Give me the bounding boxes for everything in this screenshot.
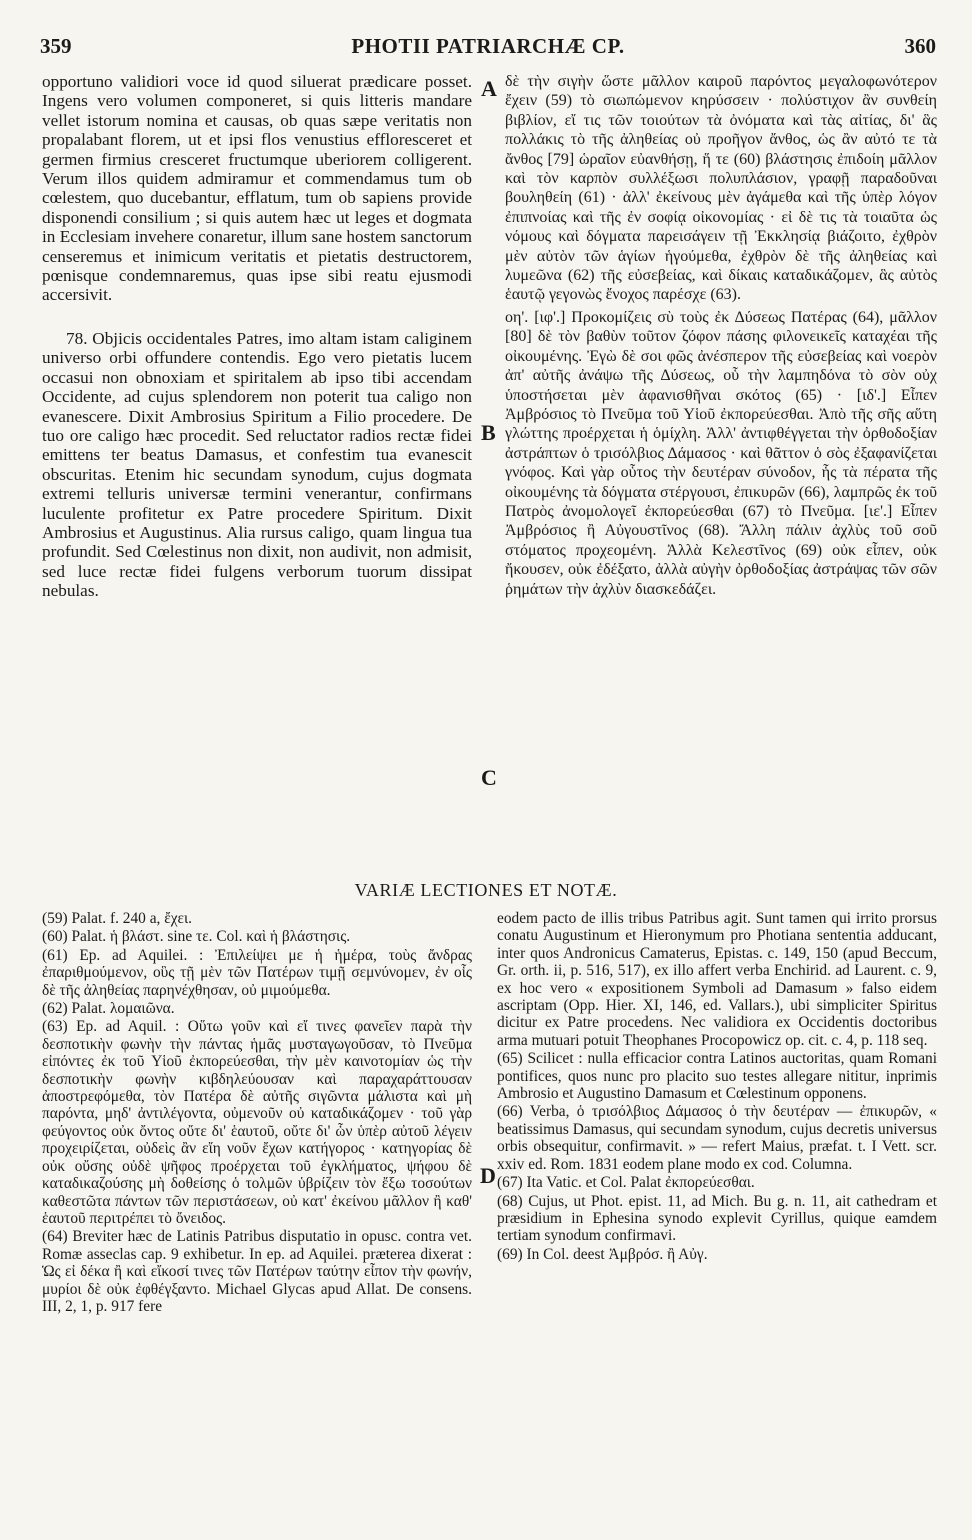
note-item: (64) Breviter hæc de Latinis Patribus disputatio in opusc. contra vet. Romæ asseclas cap. 9 exhibetur. In ep. ad Aquilei. præterea dixerat : Ὡς εἰ δέκα ἢ καὶ εἴκοσί τινες τῶν Πατέρων ταύτην εἶπον τὴν φωνήν, μυρίοι δὲ οὐκ ἐφθέγξαντο. Michael Glycas apud Allat. De consens. III, 2, 1, p. 917 fere	[42, 1228, 472, 1315]
note-item: (59) Palat. f. 240 a, ἔχει.	[42, 910, 192, 927]
margin-marker-c: C	[481, 765, 497, 790]
note-item: eodem pacto de illis tribus Patribus agit. Sunt tamen qui irrito prorsus conatu Augustinum et Hieronymum pro Photiana sententia adducant, inter quos Andronicus Camaterus, Epistas. c. 149, 150 (apud Beccum, Gr. orth. ii, p. 516, 517), ex illo affert verba Enchirid. ad Laurent. c. 9, ex hoc vero « expositionem Symboli ad Damasum » falso eidem ascriptam (Opp. Hier. XI, 146, ed. Vallars.), ubi simpliciter Spiritus dicitur ex Patre procedens. Nec validiora ex Occidentis doctoribus arma mutuari potuit Theophanes Procopowicz op. cit. c. 4, p. 118 seq.	[497, 910, 937, 1049]
note-item: (60) Palat. ἡ βλάστ. sine τε. Col. καὶ ἡ βλάστησις.	[42, 928, 351, 946]
note-item: (62) Palat. λομαιῶνα.	[42, 1000, 175, 1018]
margin-marker-b: B	[481, 420, 496, 445]
note-item: (65) Scilicet : nulla efficacior contra Latinos auctoritas, quam Romani pontifices, quos nunc pro placito suo testes allegare nititur, inprimis Ambrosio et Augustino Damasum et Cœlestinum opponens.	[497, 1050, 937, 1103]
note-item: (66) Verba, ὁ τρισόλβιος Δάμασος ὁ τὴν δευτέραν — ἐπικυρῶν, « beatissimus Damasus, qui secundam synodum, cujus decretis universus orbis obsequitur, confirmavit. » — refert Maius, præfat. t. I Vett. scr. xxiv ed. Rom. 1831 eodem plane modo ex cod. Columna.	[497, 1103, 937, 1173]
latin-translation-column	[42, 72, 472, 601]
note-item: (68) Cujus, ut Phot. epist. 11, ad Mich. Bu g. n. 11, ait cathedram et præsidium in Ephesina synodo explevit Cyrillus, quique eamdem tertiam synodum confirmavi.	[497, 1192, 937, 1245]
note-item: (69) In Col. deest Ἀμβρόσ. ἢ Αὐγ.	[497, 1245, 708, 1263]
margin-marker-a: A	[481, 76, 497, 101]
greek-text-column	[505, 72, 937, 599]
running-title: PHOTII PATRIARCHÆ CP.	[351, 34, 625, 58]
notes-left-column	[42, 910, 472, 1316]
latin-paragraph: 78. Objicis occidentales Patres, imo altam istam caliginem universo orbi offundere contendis. Ego vero pietatis lucem occasui non obnoxiam et spiritalem ab ipso tibi accendam Occidente, ad cujus splendorem non poterit tua caligo non evanescere. Dixit Ambrosius Spiritum a Filio procedere. De tuo ore caligo hæc procedit. Sed reluctator radios rectæ fidei emittens ter beatus Damasus, et confestim tua evanescit obscuritas. Etenim hic secundam synodum, cujus dogmata extremi telluris universæ termini venerantur, confirmans luculente profitetur ex Patre procedere Spiritum. Dixit Ambrosius et Augustinus. Alia rursus caligo, quam lingua tua profundit. Sed Cœlestinus non dixit, non audivit, non admisit, sed luce rectæ fidei fulgens verborum tuorum dissipat nebulas.	[42, 328, 472, 601]
greek-paragraph: δὲ τὴν σιγὴν ὥστε μᾶλλον καιροῦ παρόντος μεγαλοφωνότερον ἔχειν (59) τὸ σιωπώμενον κηρύσσειν · πολύστιχον ἂν συνθείη βιβλίον, εἴ τις τῶν τοιούτων τὰ ὀνόματα καὶ τὰς αἰτίας, δι' ἃς πολλάκις τὸ τῆς ἀληθείας οὐ προῆγον ἄνθος, ὡς ἂν αὐτό τε τὰ ἄνθος [79] ὡραῖον εὐανθήσῃ, ἥ τε (60) βλάστησις ἐπιδοίη μᾶλλον καὶ τὸν καρπὸν συλλέξωσι πολυπλάσιον, γραφῇ παραδοῦναι βουληθείη (61) · ἀλλ' ἐκείνους μὲν ἀγάμεθα καὶ τῆς ὑπὲρ λόγον ἐπιπνοίας καὶ τῆς ἐν σοφίᾳ οἰκονομίας · εἰ δὲ τις τὰ τοιαῦτα ὡς νόμους καὶ δόγματα παρεισάγειν τῇ Ἐκκλησίᾳ βιάζοιτο, ἐχθρὸν μὲν αὐτὸν τῶν ἁγίων ἡγούμεθα, ἐχθρὸν δὲ τῆς ἀληθείας καὶ λυμεῶνα (62) τῆς εὐσεβείας, καὶ δίκαις καταδικάζομεν, ἃς αὐτὸς ἑαυτῷ γεγονὼς ἔνοχος παρέσχε (63).	[505, 73, 937, 304]
greek-paragraph: οη'. [ιφ'.] Προκομίζεις σὺ τοὺς ἐκ Δύσεως Πατέρας (64), μᾶλλον [80] δὲ τὸν βαθὺν τοῦτον ζόφον πάσης φιλονεικεῖς καταχέαι τῆς οἰκουμένης. Ἐγὼ δὲ σοι φῶς ἀνέσπερον τῆς εὐσεβείας καὶ νοερὸν ἀπ' αὐτῆς ἀνάψω τῆς Δύσεως, οὗ τὴν λαμπηδόνα τὸ σὸν οὐχ ὑποστήσεται μὲν ἀφανισθῆναι σκότος (65) · [ιδ'.] Εἶπεν Ἀμβρόσιος τὸ Πνεῦμα τοῦ Υἱοῦ ἐκπορεύεσθαι. Ἀπὸ τῆς σῆς αὕτη γλώττης προέρχεται ἡ ὁμίχλη. Ἀλλ' ἀντιφθέγγεται τὴν ὀρθοδοξίαν ἀστράπτων ὁ τρισόλβιος Δάμασος · καὶ θᾶττον ὁ σὸς ἐξαφανίζεται γνόφος. Καὶ γὰρ οὗτος τὴν δευτέραν σύνοδον, ἧς τὰ πέρατα τῆς οἰκουμένης τὰ δόγματα στέργουσι, ἐπικυρῶν (66), λαμπρῶς ἐκ τοῦ Πατρὸς ἀνομολογεῖ ἐκπορεύεσθαι (67) τὸ Πνεῦμα. [ιε'.] Εἶπεν Ἀμβρόσιος ἢ Αὐγουστῖνος (68). Ἄλλη πάλιν ἀχλὺς τοῦ σοῦ στόματος προχεομένη. Ἀλλὰ Κελεστῖνος (69) οὐκ εἶπεν, οὐκ ἤκουσεν, οὐκ ἐδέξατο, ἀλλὰ αὐγὴν ὀρθοδοξίας ἀστράψας τῶν σῶν ῥημάτων τὴν ἀχλὺν διασκεδάζει.	[505, 308, 937, 598]
notes-right-column	[497, 910, 937, 1264]
margin-marker-d: D	[480, 1163, 496, 1188]
note-item: (61) Ep. ad Aquilei. : Ἐπιλείψει με ἡ ἡμέρα, τοὺς ἄνδρας ἐπαριθμούμενον, οὓς τῇ μὲν τῶν Πατέρων τιμῇ σεμνύνομεν, ἐν οἷς δὲ τῆς ἀληθείας παρηνέχθησαν, οὐ μιμούμεθα.	[42, 946, 472, 999]
latin-paragraph: opportuno validiori voce id quod siluerat prædicare posset. Ingens vero volumen componeret, si quis litteris mandare vellet istorum nomina et causas, ob quas sæpe veritatis non propalabant florem, ut et ipsi flos venustius effloresceret et germen firmius cresceret fructumque uberiorem colligerent. Verum illos quidem admiramur et commendamus tum ob cœlestem, quo ducebantur, efflatum, tum ob sapiens provide disponendi consilium ; si quis autem hæc ut leges et dogmata in Ecclesiam invehere conaretur, illum sane hostem sanctorum censeremus et inimicum veritatis et pietatis destructorem, pœnisque condemnaremus, quas ipse sibi reatu ejusmodi accersivit.	[42, 72, 472, 305]
page-header	[40, 34, 936, 64]
page-number-right: 360	[904, 34, 936, 58]
note-item: (67) Ita Vatic. et Col. Palat ἐκπορεύεσθαι.	[497, 1174, 755, 1192]
note-item: (63) Ep. ad Aquil. : Οὕτω γοῦν καὶ εἴ τινες φανεῖεν παρὰ τὴν δεσποτικὴν φωνὴν τὴν πάντας ἡμᾶς μυσταγωγοῦσαν, τὸ Πνεῦμα εἰπόντες ἐκ τοῦ Υἱοῦ ἐκπορεύεσθαι, τὴν μὲν καινοτομίαν ὡς τὴν δεσποτικὴν φωνὴν κιβδηλεύουσαν καὶ παραχαράττουσαν ἀποστρεφόμεθα, τὸν Πατέρα δὲ αὐτῆς σιγῶντα μάλιστα καὶ μὴ παρόντα, μηδ' ἀντιλέγοντα, οὐμενοῦν οὐ καταδικάζομεν · τοῦ γὰρ φεύγοντος οὐκ ὄντος οὔτε δι' ἑαυτοῦ, οὔτε δι' ὧν ὑπὲρ αὐτοῦ λέγειν προχειρίζεται, οὐδεὶς ἂν εἴη νοῦν ἔχων κατήγορος · κατηγορίας δὲ οὐκ οὔσης οὐδὲ ψῆφος προέρχεται τοῦ ἐγκλήματος, ψήφου δὲ καταδικαζούσης μὴ δοθείσης ὁ τολμῶν ὑβρίζειν τὸν ἔξω τοσούτων καθεστῶτα πάντων τῶν περιστάσεων, οὐ κατ' ἐκείνου μᾶλλον ἢ καθ' ἑαυτοῦ περιτρέπει τὸ ὄνειδος.	[42, 1018, 472, 1227]
notes-heading: VARIÆ LECTIONES ET NOTÆ.	[354, 880, 618, 900]
page-number-left: 359	[40, 34, 72, 58]
